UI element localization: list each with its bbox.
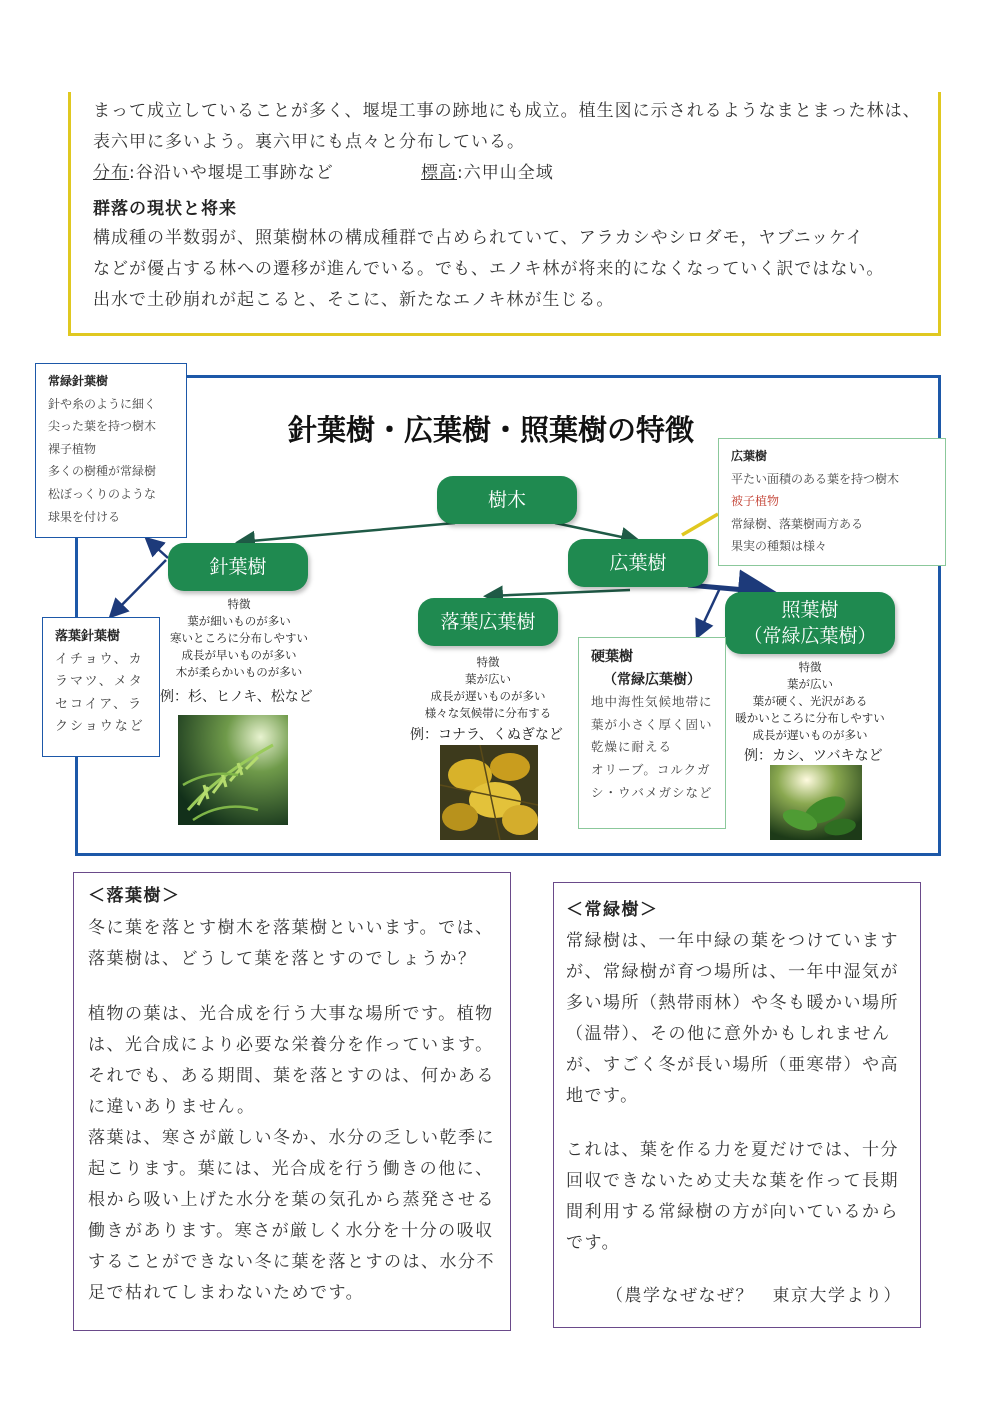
broadleaf-info-box xyxy=(718,438,946,566)
evergreen-panel-line: が、常緑樹が育つ場所は、一年中湿気が xyxy=(566,962,899,982)
evergreen-panel xyxy=(553,882,921,1328)
evergreen-panel-title: ＜常緑樹＞ xyxy=(566,900,659,920)
broadleaf-info-angiosperm: 被子植物 xyxy=(731,494,780,509)
laurel-feature-line: 特徴 xyxy=(798,660,822,674)
deciduous-panel-line: することができない冬に葉を落とすのは、水分不 xyxy=(88,1252,495,1272)
evergreen-conifer-line: 尖った葉を持つ樹木 xyxy=(48,419,157,434)
node-deciduous-broadleaf: 落葉広葉樹 xyxy=(418,598,558,646)
deciduous-conifer-heading: 落葉針葉樹 xyxy=(55,629,121,644)
conifer-photo xyxy=(178,715,288,825)
deciduous-panel-line: それでも、ある期間、葉を落とすのは、何かある xyxy=(88,1066,495,1086)
deciduous-conifer-line: セコイア、ラ xyxy=(55,696,144,712)
connector-broadleaf-info xyxy=(682,514,718,535)
node-laurel xyxy=(725,592,895,654)
deciduous-panel-line: 冬に葉を落とす樹木を落葉樹といいます。では、 xyxy=(88,918,494,938)
deciduous-feature-line: 成長が遅いものが多い xyxy=(430,689,546,703)
deciduous-panel xyxy=(73,872,511,1331)
evergreen-conifer-heading: 常緑針葉樹 xyxy=(48,374,109,388)
arrow-broadleaf-to-deciduous xyxy=(488,590,630,596)
distribution-value: :谷沿いや堰堤工事跡など xyxy=(129,163,334,183)
evergreen-panel-line: 間利用する常緑樹の方が向いているから xyxy=(566,1202,899,1222)
sclerophyll-line: シ・ウバメガシなど xyxy=(591,784,713,800)
conifer-feature-line: 葉が細いものが多い xyxy=(187,614,291,628)
deciduous-photo xyxy=(440,745,538,840)
laurel-example: 例：カシ、ツバキなど xyxy=(744,748,883,764)
node-tree: 樹木 xyxy=(437,476,577,524)
node-laurel-line-2: （常緑広葉樹） xyxy=(743,625,877,647)
community-line-3: 出水で土砂崩れが起こると、そこに、新たなエノキ林が生じる。 xyxy=(93,290,615,310)
laurel-features xyxy=(730,659,890,744)
laurel-feature-line: 暖かいところに分布しやすい xyxy=(735,711,885,725)
elevation-value: :六甲山全域 xyxy=(457,163,554,183)
broadleaf-info-line: 果実の種類は様々 xyxy=(731,539,828,554)
conifer-feature-line: 成長が早いものが多い xyxy=(181,648,297,662)
conifer-feature-line: 寒いところに分布しやすい xyxy=(170,631,308,645)
arrow-conifer-to-deciduous-conifer xyxy=(112,560,166,615)
laurel-feature-line: 成長が遅いものが多い xyxy=(752,728,868,742)
deciduous-conifer-line: イチョウ、カ xyxy=(55,651,144,667)
evergreen-panel-line: 地です。 xyxy=(566,1086,639,1106)
evergreen-conifer-line: 多くの樹種が常緑樹 xyxy=(48,464,157,479)
arrow-conifer-to-evergreen xyxy=(148,540,168,558)
community-line-2: などが優占する林への遷移が進んでいる。でも、エノキ林が将来的になくなっていく訳ではない。 xyxy=(93,259,885,279)
deciduous-panel-line: 足で枯れてしまわないためです。 xyxy=(88,1283,365,1303)
deciduous-panel-title: ＜落葉樹＞ xyxy=(88,886,181,906)
deciduous-panel-line: 根から吸い上げた水分を葉の気孔から蒸発させる xyxy=(88,1190,495,1210)
evergreen-panel-line: です。 xyxy=(566,1233,621,1253)
node-broadleaf: 広葉樹 xyxy=(568,539,708,587)
node-laurel-line-1: 照葉樹 xyxy=(781,599,839,621)
laurel-feature-line: 葉が硬く、光沢がある xyxy=(752,694,868,708)
sclerophyll-line: 地中海性気候地帯に xyxy=(591,694,713,710)
conifer-example: 例：杉、ヒノキ、松など xyxy=(160,689,313,705)
broadleaf-info-line: 常緑樹、落葉樹両方ある xyxy=(731,516,864,531)
conifer-feature-line: 特徴 xyxy=(227,597,251,611)
arrow-tree-to-broadleaf xyxy=(555,523,636,540)
evergreen-conifer-line: 球果を付ける xyxy=(48,509,121,524)
deciduous-example: 例：コナラ、くぬぎなど xyxy=(410,727,563,743)
deciduous-panel-line: 働きがあります。寒さが厳しく水分を十分の吸収 xyxy=(88,1221,494,1241)
diagram-title: 針葉樹・広葉樹・照葉樹の特徴 xyxy=(288,413,695,447)
top-line-2: 表六甲に多いよう。裏六甲にも点々と分布している。 xyxy=(93,132,525,152)
sclerophyll-line: 葉が小さく厚く固い xyxy=(591,716,713,732)
arrow-tree-to-conifer xyxy=(240,523,455,542)
deciduous-panel-line: は、光合成により必要な栄養分を作っています。 xyxy=(88,1035,494,1055)
sclerophyll-subheading: （常緑広葉樹） xyxy=(603,671,701,688)
deciduous-conifer-line: ラマツ、メタ xyxy=(55,674,144,690)
deciduous-panel-line: 落葉樹は、どうして葉を落とすのでしょうか？ xyxy=(88,949,477,969)
evergreen-panel-line: 常緑樹は、一年中緑の葉をつけています xyxy=(566,931,899,951)
deciduous-feature-line: 特徴 xyxy=(476,655,500,669)
evergreen-conifer-line: 裸子植物 xyxy=(48,441,97,456)
conifer-features xyxy=(162,596,316,681)
arrow-broadleaf-to-laurel xyxy=(688,585,768,592)
broadleaf-info-heading: 広葉樹 xyxy=(731,449,768,463)
deciduous-features xyxy=(412,654,564,722)
sclerophyll-line: 乾燥に耐える xyxy=(591,739,673,755)
sclerophyll-line: オリーブ。コルクガ xyxy=(591,761,711,777)
evergreen-panel-line: が、すごく冬が長い場所（亜寒帯）や高 xyxy=(566,1055,899,1075)
evergreen-panel-source: （農学なぜなぜ？ 東京大学より） xyxy=(606,1286,902,1306)
deciduous-conifer-box xyxy=(42,617,160,757)
distribution-label: 分布 xyxy=(93,163,129,183)
laurel-feature-line: 葉が広い xyxy=(787,677,833,691)
evergreen-conifer-box xyxy=(35,363,187,538)
evergreen-conifer-line: 針や糸のように細く xyxy=(48,396,157,411)
deciduous-panel-line: 落葉は、寒さが厳しい冬か、水分の乏しい乾季に xyxy=(88,1128,495,1148)
evergreen-panel-line: 多い場所（熱帯雨林）や冬も暖かい場所 xyxy=(566,993,899,1013)
community-heading: 群落の現状と将来 xyxy=(93,199,237,219)
sclerophyll-heading: 硬葉樹 xyxy=(591,649,633,665)
deciduous-feature-line: 葉が広い xyxy=(465,672,511,686)
arrow-broadleaf-to-sclerophyll xyxy=(698,588,720,635)
community-line-1: 構成種の半数弱が、照葉樹林の構成種群で占められていて、アラカシやシロダモ，ヤブニッケイ xyxy=(93,228,864,248)
sclerophyll-box xyxy=(578,637,726,829)
evergreen-panel-line: これは、葉を作る力を夏だけでは、十分 xyxy=(566,1140,899,1160)
laurel-photo xyxy=(770,765,862,840)
deciduous-panel-line: 起こります。葉には、光合成を行う働きの他に、 xyxy=(88,1159,494,1179)
node-conifer: 針葉樹 xyxy=(168,543,308,591)
elevation-label: 標高 xyxy=(421,163,457,183)
deciduous-panel-line: に違いありません。 xyxy=(88,1097,256,1117)
conifer-feature-line: 木が柔らかいものが多い xyxy=(175,665,303,679)
deciduous-panel-line: 植物の葉は、光合成を行う大事な場所です。植物 xyxy=(88,1004,494,1024)
broadleaf-info-line: 平たい面積のある葉を持つ樹木 xyxy=(731,471,900,486)
evergreen-panel-line: （温帯）、その他に意外かもしれません xyxy=(566,1024,891,1044)
top-line-1: まって成立していることが多く、堰堤工事の跡地にも成立。植生図に示されるようなまとまった林は、 xyxy=(93,101,921,121)
evergreen-conifer-line: 松ぼっくりのような xyxy=(48,486,157,501)
deciduous-feature-line: 様々な気候帯に分布する xyxy=(424,706,552,720)
evergreen-panel-line: 回収できないため丈夫な葉を作って長期 xyxy=(566,1171,899,1191)
deciduous-conifer-line: クショウなど xyxy=(55,719,145,735)
